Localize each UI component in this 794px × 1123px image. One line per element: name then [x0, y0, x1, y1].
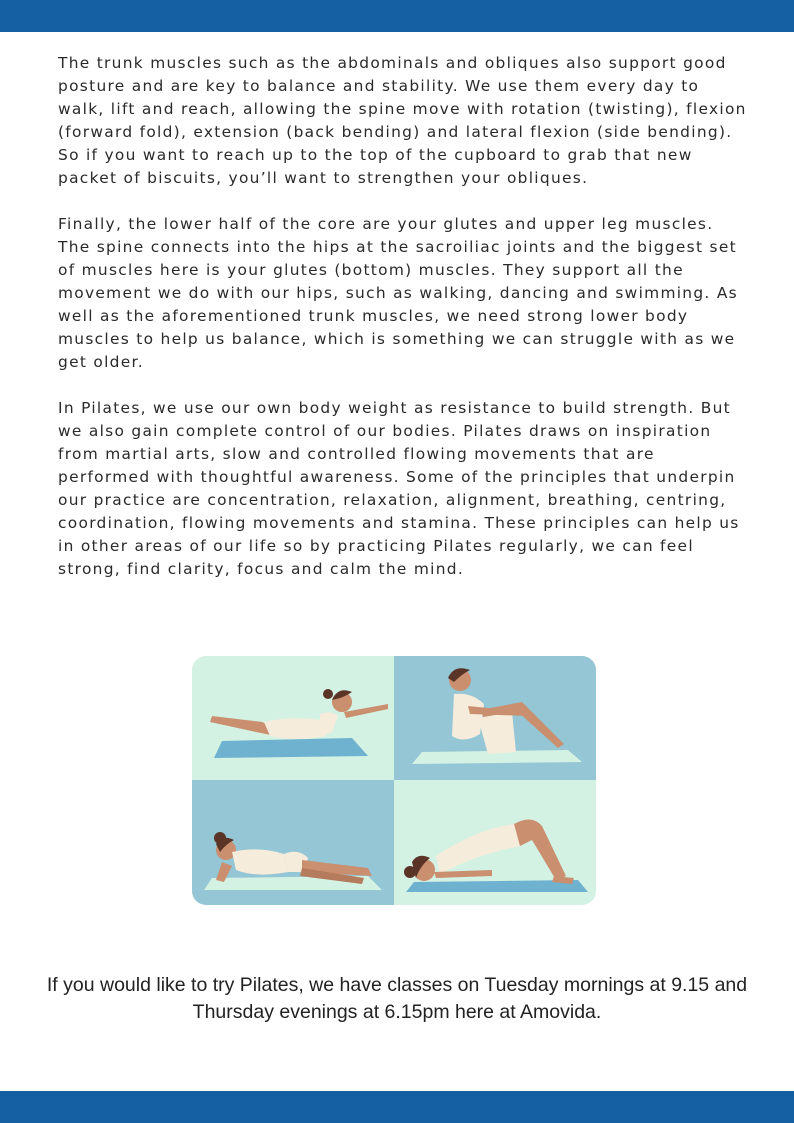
- pilates-illustration-graphic: [192, 656, 596, 905]
- header-bar: [0, 0, 794, 32]
- class-schedule-note: If you would like to try Pilates, we have classes on Tuesday mornings at 9.15 and Thursday evenings at 6.15pm here at Amovida.: [46, 974, 748, 1023]
- paragraph-pilates-principles: In Pilates, we use our own body weight as resistance to build strength. But we also gain complete control of our bodies. Pilates draws on inspiration from martial arts, slow and controlled flowing movements that are performed with thoughtful awareness. Some of the principles that underpin our practice are concentration, relaxation, alignment, breathing, centring, coordination, flowing movements and stamina. These principles can help us in other areas of our life so by practicing Pilates regularly, we can feel strong, find clarity, focus and calm the mind.: [58, 399, 740, 578]
- pilates-illustration: [192, 656, 596, 905]
- article-body: [58, 52, 748, 604]
- paragraph-lower-core: Finally, the lower half of the core are your glutes and upper leg muscles. The spine connects into the hips at the sacroiliac joints and the biggest set of muscles here is your glutes (bottom) muscles. They support all the movement we do with our hips, such as walking, dancing and swimming. As well as the aforementioned trunk muscles, we need strong lower body muscles to help us balance, which is something we can struggle with as we get older.: [58, 215, 738, 371]
- paragraph-trunk-muscles: The trunk muscles such as the abdominals and obliques also support good posture and are key to balance and stability. We use them every day to walk, lift and reach, allowing the spine move with rotation (twisting), flexion (forward fold), extension (back bending) and lateral flexion (side bending). So if you want to reach up to the top of the cupboard to grab that new packet of biscuits, you’ll want to strengthen your obliques.: [58, 54, 747, 187]
- footer-bar: [0, 1091, 794, 1123]
